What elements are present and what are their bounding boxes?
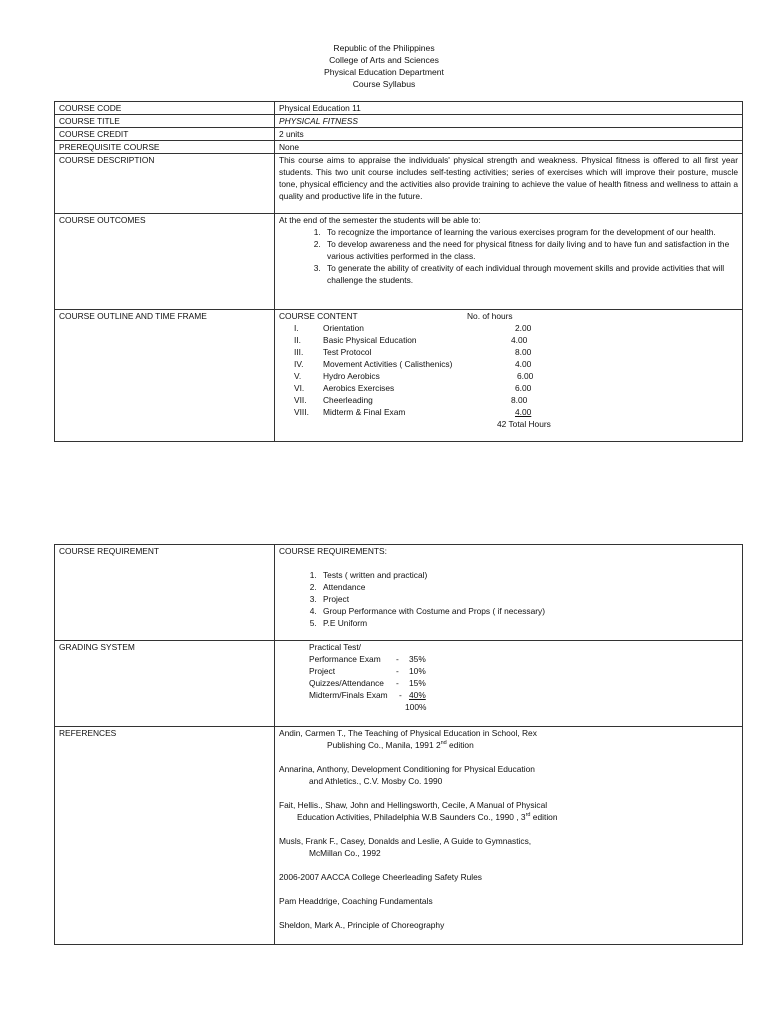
grading-row bbox=[279, 665, 738, 677]
reference-line: Musls, Frank F., Casey, Donalds and Leslie, A Guide to Gymnastics, bbox=[279, 836, 532, 846]
reference-entry bbox=[279, 727, 738, 751]
course-credit-label: COURSE CREDIT bbox=[55, 128, 275, 141]
grading-dash: - bbox=[396, 678, 399, 688]
outline-label: COURSE OUTLINE AND TIME FRAME bbox=[55, 310, 275, 442]
description-text: This course aims to appraise the individuals' physical strength and weakness. Physical fitness is offered to all first year students. This two unit course includes self-testing activities; series of exercises which will improve their posture, muscle tone, physical efficiency and the activities also provide training to achieve the value of health fitness and wellness to attain a quality and productive life in the future. bbox=[275, 154, 743, 214]
outcomes-intro: At the end of the semester the students will be able to: bbox=[279, 215, 481, 225]
outline-cell bbox=[275, 310, 743, 442]
grading-percent: 40% bbox=[409, 690, 426, 700]
grading-heading: Practical Test/ bbox=[309, 642, 361, 652]
reference-entry bbox=[279, 835, 738, 859]
outline-topic: Orientation bbox=[323, 323, 364, 333]
outline-topic: Aerobics Exercises bbox=[323, 383, 395, 393]
header-syllabus-title: Course Syllabus bbox=[352, 79, 416, 89]
outline-num: I. bbox=[294, 323, 299, 333]
list-item: 2. Attendance bbox=[319, 581, 738, 593]
row-prerequisite bbox=[55, 141, 743, 154]
grading-item: Performance Exam bbox=[309, 654, 381, 664]
outline-row bbox=[279, 346, 738, 358]
reference-line: McMillan Co., 1992 bbox=[309, 848, 381, 858]
syllabus-table-page1 bbox=[54, 101, 743, 442]
grading-percent: 15% bbox=[409, 678, 426, 688]
list-item: 3. To generate the ability of creativity of each individual through movement skills and provide activities that will challenge the students. bbox=[323, 262, 738, 286]
outline-hours: 2.00 bbox=[515, 323, 532, 333]
outcomes-label: COURSE OUTCOMES bbox=[55, 214, 275, 310]
grading-item: Project bbox=[309, 666, 336, 676]
reference-line: Andin, Carmen T., The Teaching of Physical Education in School, Rex bbox=[279, 728, 537, 738]
outline-row bbox=[279, 394, 738, 406]
outline-hours: 8.00 bbox=[515, 347, 532, 357]
outline-topic: Cheerleading bbox=[323, 395, 373, 405]
outline-topic: Test Protocol bbox=[323, 347, 372, 357]
course-code-label: COURSE CODE bbox=[55, 102, 275, 115]
reference-entry: Pam Headdrige, Coaching Fundamentals bbox=[279, 896, 433, 906]
row-course-title bbox=[55, 115, 743, 128]
reference-entry bbox=[279, 799, 738, 823]
syllabus-table-page2 bbox=[54, 544, 743, 945]
grading-dash: - bbox=[396, 666, 399, 676]
outline-row bbox=[279, 382, 738, 394]
list-item: 2. To develop awareness and the need for physical fitness for daily living and to have fun and satisfaction in the various activities performed in the class. bbox=[323, 238, 738, 262]
document-header bbox=[0, 42, 768, 90]
outline-row bbox=[279, 358, 738, 370]
requirement-list bbox=[279, 569, 738, 629]
row-references bbox=[55, 727, 743, 945]
outline-hours: 4.00 bbox=[515, 407, 532, 417]
course-credit-value: 2 units bbox=[275, 128, 743, 141]
outline-topic: Movement Activities ( Calisthenics) bbox=[323, 359, 453, 369]
grading-label: GRADING SYSTEM bbox=[55, 641, 275, 727]
grading-cell bbox=[275, 641, 743, 727]
header-department: Physical Education Department bbox=[324, 67, 444, 77]
references-cell bbox=[275, 727, 743, 945]
outline-row bbox=[279, 322, 738, 334]
outcomes-list bbox=[279, 226, 738, 286]
reference-line: Education Activities, Philadelphia W.B Saunders Co., 1990 , 3rd edition bbox=[297, 812, 558, 822]
list-item: 5. P.E Uniform bbox=[319, 617, 738, 629]
outline-topic: Midterm & Final Exam bbox=[323, 407, 406, 417]
outline-num: VI. bbox=[294, 383, 305, 393]
outline-row bbox=[279, 370, 738, 382]
grading-percent: 10% bbox=[409, 666, 426, 676]
grading-row bbox=[279, 653, 738, 665]
list-item: 3. Project bbox=[319, 593, 738, 605]
grading-dash: - bbox=[396, 654, 399, 664]
outline-topic: Hydro Aerobics bbox=[323, 371, 380, 381]
row-course-description bbox=[55, 154, 743, 214]
row-grading-system bbox=[55, 641, 743, 727]
row-course-credit bbox=[55, 128, 743, 141]
prerequisite-value: None bbox=[275, 141, 743, 154]
outline-header bbox=[279, 310, 738, 322]
row-course-outline bbox=[55, 310, 743, 442]
course-title-label: COURSE TITLE bbox=[55, 115, 275, 128]
reference-line: Fait, Hellis., Shaw, John and Hellingsworth, Cecile, A Manual of Physical bbox=[279, 800, 548, 810]
list-item: 1. To recognize the importance of learning the various exercises program for the development of our health. bbox=[323, 226, 738, 238]
row-course-requirement bbox=[55, 545, 743, 641]
grading-item: Midterm/Finals Exam bbox=[309, 690, 388, 700]
outline-hours: 4.00 bbox=[515, 359, 532, 369]
reference-line: Publishing Co., Manila, 1991 2nd edition bbox=[327, 740, 474, 750]
grading-dash: - bbox=[399, 690, 402, 700]
outline-num: V. bbox=[294, 371, 302, 381]
description-label: COURSE DESCRIPTION bbox=[55, 154, 275, 214]
grading-row bbox=[279, 689, 738, 701]
reference-entry: Sheldon, Mark A., Principle of Choreography bbox=[279, 920, 445, 930]
outline-num: II. bbox=[294, 335, 301, 345]
requirement-heading: COURSE REQUIREMENTS: bbox=[279, 546, 387, 556]
grading-total-row bbox=[279, 701, 738, 713]
list-item: 1. Tests ( written and practical) bbox=[319, 569, 738, 581]
outcomes-cell bbox=[275, 214, 743, 310]
outline-num: VIII. bbox=[294, 407, 309, 417]
grading-item: Quizzes/Attendance bbox=[309, 678, 384, 688]
outline-num: VII. bbox=[294, 395, 307, 405]
outline-topic: Basic Physical Education bbox=[323, 335, 417, 345]
requirement-cell bbox=[275, 545, 743, 641]
row-course-code bbox=[55, 102, 743, 115]
outline-num: IV. bbox=[294, 359, 304, 369]
outline-hours-header: No. of hours bbox=[467, 311, 513, 321]
outline-hours: 8.00 bbox=[511, 395, 528, 405]
list-item: 4. Group Performance with Costume and Props ( if necessary) bbox=[319, 605, 738, 617]
header-republic: Republic of the Philippines bbox=[333, 43, 435, 53]
reference-entry bbox=[279, 763, 738, 787]
references-label: REFERENCES bbox=[55, 727, 275, 945]
course-title-value: PHYSICAL FITNESS bbox=[275, 115, 743, 128]
outline-hours: 4.00 bbox=[511, 335, 528, 345]
outline-num: III. bbox=[294, 347, 304, 357]
outline-row bbox=[279, 406, 738, 418]
reference-entry: 2006-2007 AACCA College Cheerleading Safety Rules bbox=[279, 872, 482, 882]
outline-total-row bbox=[279, 418, 738, 430]
course-code-value: Physical Education 11 bbox=[275, 102, 743, 115]
grading-total: 100% bbox=[405, 702, 427, 712]
outline-content-header: COURSE CONTENT bbox=[279, 311, 358, 321]
outline-total: 42 Total Hours bbox=[497, 419, 551, 429]
outline-hours: 6.00 bbox=[517, 371, 534, 381]
row-course-outcomes bbox=[55, 214, 743, 310]
outline-row bbox=[279, 334, 738, 346]
header-college: College of Arts and Sciences bbox=[329, 55, 439, 65]
grading-row bbox=[279, 677, 738, 689]
requirement-label: COURSE REQUIREMENT bbox=[55, 545, 275, 641]
outline-hours: 6.00 bbox=[515, 383, 532, 393]
grading-percent: 35% bbox=[409, 654, 426, 664]
reference-line: and Athletics., C.V. Mosby Co. 1990 bbox=[309, 776, 443, 786]
reference-line: Annarina, Anthony, Development Conditioning for Physical Education bbox=[279, 764, 535, 774]
prerequisite-label: PREREQUISITE COURSE bbox=[55, 141, 275, 154]
